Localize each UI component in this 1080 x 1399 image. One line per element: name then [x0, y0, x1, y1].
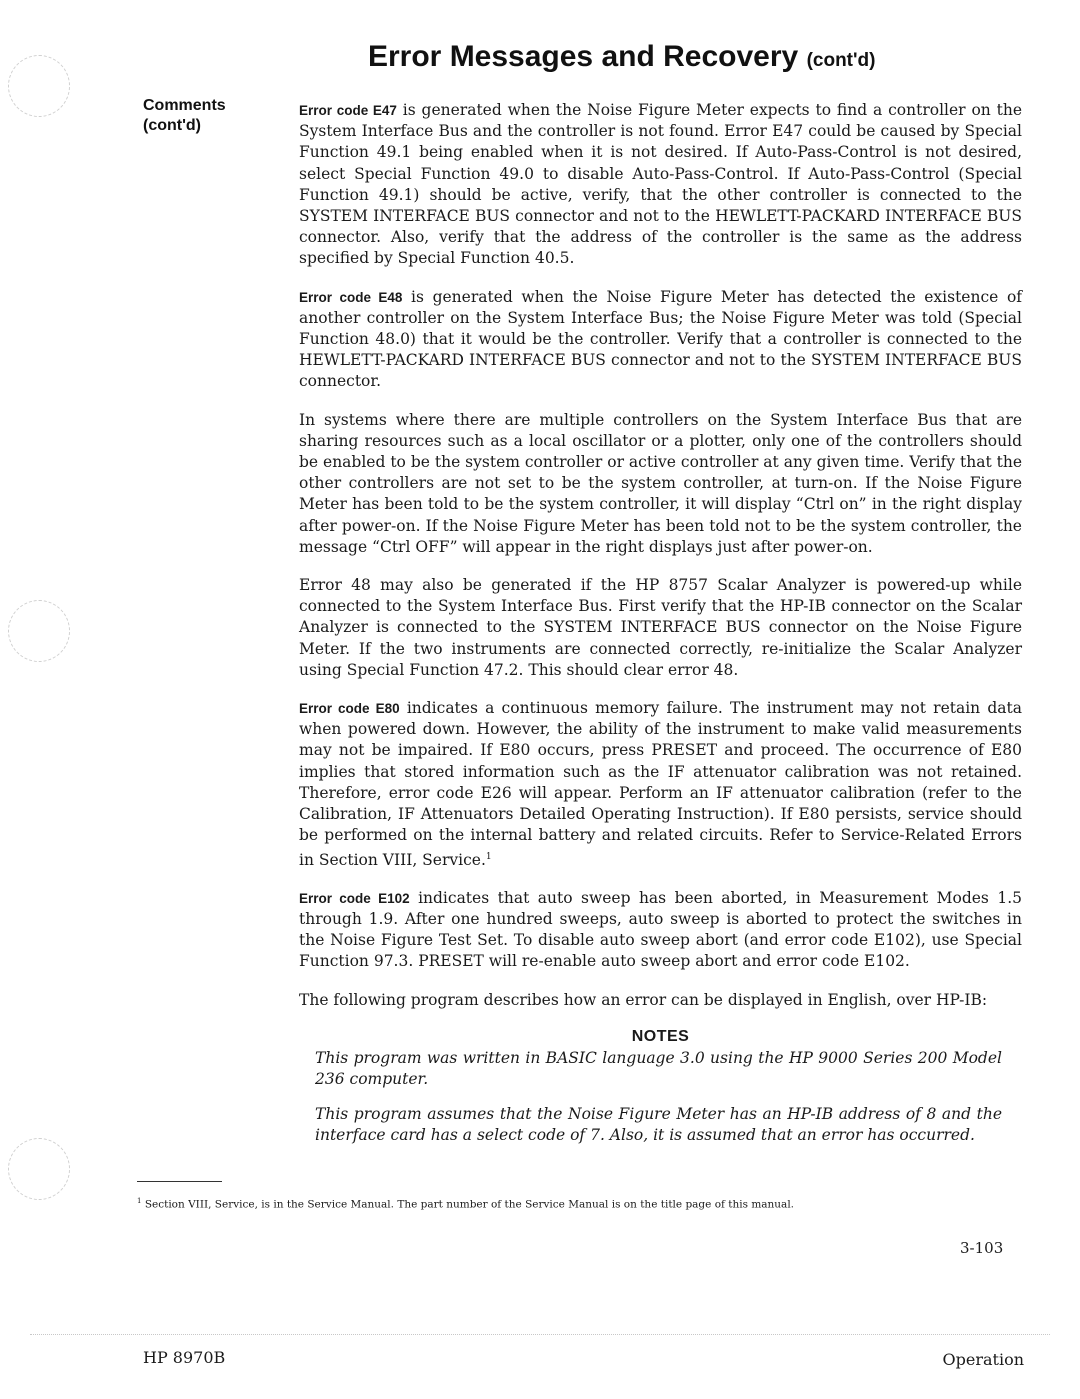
footnote-divider — [137, 1181, 222, 1182]
paragraph-e48-text: is generated when the Noise Figure Meter has detected the existence of another controller on the System Interface Bus; the Noise Figure Meter was told (Special Function 48.0) that it would be the controller. Verify that a controller is connected to the HEWLETT-PACKARD INTERFACE BUS connector and not to the SYSTEM INTERFACE BUS connector. — [299, 287, 1023, 391]
paragraph-e47 — [299, 100, 1022, 270]
footer-section: Operation — [942, 1350, 1024, 1369]
main-content — [299, 100, 1022, 1161]
paragraph-e47-text: is generated when the Noise Figure Meter expects to find a controller on the System Interface Bus and the controller is not found. Error E47 could be caused by Special Function 49.1 being enabled when it is not desired. If Auto-Pass-Control is not desired, select Special Function 49.0 to disable Auto-Pass-Control. If Auto-Pass-Control (Special Function 49.1) should be active, verify, that the other controller is connected to the SYSTEM INTERFACE BUS connector and not to the HEWLETT-PACKARD INTERFACE BUS connector. Also, verify that the address of the controller is the same as the address specified by Special Function 40.5. — [299, 101, 1023, 268]
error-code-label-e80: Error code E80 — [299, 701, 400, 717]
binder-hole-bottom — [8, 1138, 70, 1200]
error-code-label-e102: Error code E102 — [299, 890, 410, 906]
paragraph-e102-text: indicates that auto sweep has been aborted, in Measurement Modes 1.5 through 1.9. After one hundred sweeps, auto sweep is aborted to protect the switches in the Noise Figure Test Set. To disable auto sweep abort (and error code E102), use Special Function 97.3. PRESET will re-enable auto sweep abort and error code E102. — [299, 888, 1022, 971]
binder-hole-top — [8, 55, 70, 117]
paragraph-e48 — [299, 287, 1022, 393]
page-number: 3-103 — [960, 1239, 1004, 1257]
error-code-label-e47: Error code E47 — [299, 103, 397, 118]
footer-divider — [30, 1334, 1050, 1335]
footnote-text: Section VIII, Service, is in the Service Manual. The part number of the Service Manual is on the title page of this manual. — [144, 1198, 795, 1211]
paragraph-program-intro: The following program describes how an error can be displayed in English, over HP-IB: — [299, 990, 988, 1009]
footnote — [137, 1197, 794, 1211]
footer-model: HP 8970B — [143, 1348, 226, 1367]
note-item: This program was written in BASIC language 3.0 using the HP 9000 Series 200 Model 236 computer. — [315, 1048, 1002, 1089]
page-title-text: Error Messages and Recovery — [368, 40, 799, 73]
section-side-label — [143, 96, 226, 136]
side-label-line-2: (cont'd) — [143, 117, 202, 134]
paragraph-e102 — [299, 888, 1022, 973]
binder-hole-middle — [8, 600, 70, 662]
side-label-line-1: Comments — [143, 97, 226, 114]
notes-heading: NOTES — [631, 1027, 690, 1045]
error-code-label-e48: Error code E48 — [299, 289, 403, 305]
paragraph-scalar-analyzer: Error 48 may also be generated if the HP 8757 Scalar Analyzer is powered-up while connected to the System Interface Bus. First verify that the HP-IB connector on the Scalar Analyzer is connected to the SYSTEM INTERFACE BUS connector on the Noise Figure Meter. If the two instruments are connected correctly, re-initialize the Scalar Analyzer using Special Function 47.2. This should clear error 48. — [299, 576, 1022, 679]
paragraph-e80 — [299, 698, 1022, 871]
paragraph-e80-text: indicates a continuous memory failure. The instrument may not retain data when powered down. However, the ability of the instrument to make valid measurements may not be impaired. If E80 occurs, press PRESET and proceed. The occurrence of E80 implies that stored information such as the IF attenuator calibration was not retained. Therefore, error code E26 will appear. Perform an IF attenuator calibration (refer to the Calibration, IF Attenuators Detailed Operating Instruction). If E80 persists, service should be performed on the internal battery and related circuits. Refer to Service-Related Errors in Section VIII, Service. — [299, 699, 1023, 869]
paragraph-multiple-controllers: In systems where there are multiple controllers on the System Interface Bus that are sharing resources such as a local oscillator or a plotter, only one of the controllers should be enabled to be the system controller or active controller at any given time. Verify that the other controllers are not set to be the system controller, at turn-on. If the Noise Figure Meter has been told to be the system controller, it will display “Ctrl on” in the right display after power-on. If the Noise Figure Meter has been told not to be the system controller, the message “Ctrl OFF” will appear in the right displays just after power-on. — [299, 410, 1022, 556]
footnote-reference: 1 — [485, 851, 492, 862]
page-title — [368, 40, 875, 74]
note-item: This program assumes that the Noise Figure Meter has an HP-IB address of 8 and the interface card has a select code of 7. Also, it is assumed that an error has occurred. — [315, 1105, 1002, 1145]
page-title-suffix: (cont'd) — [806, 50, 876, 71]
footnote-mark: 1 — [137, 1197, 142, 1205]
